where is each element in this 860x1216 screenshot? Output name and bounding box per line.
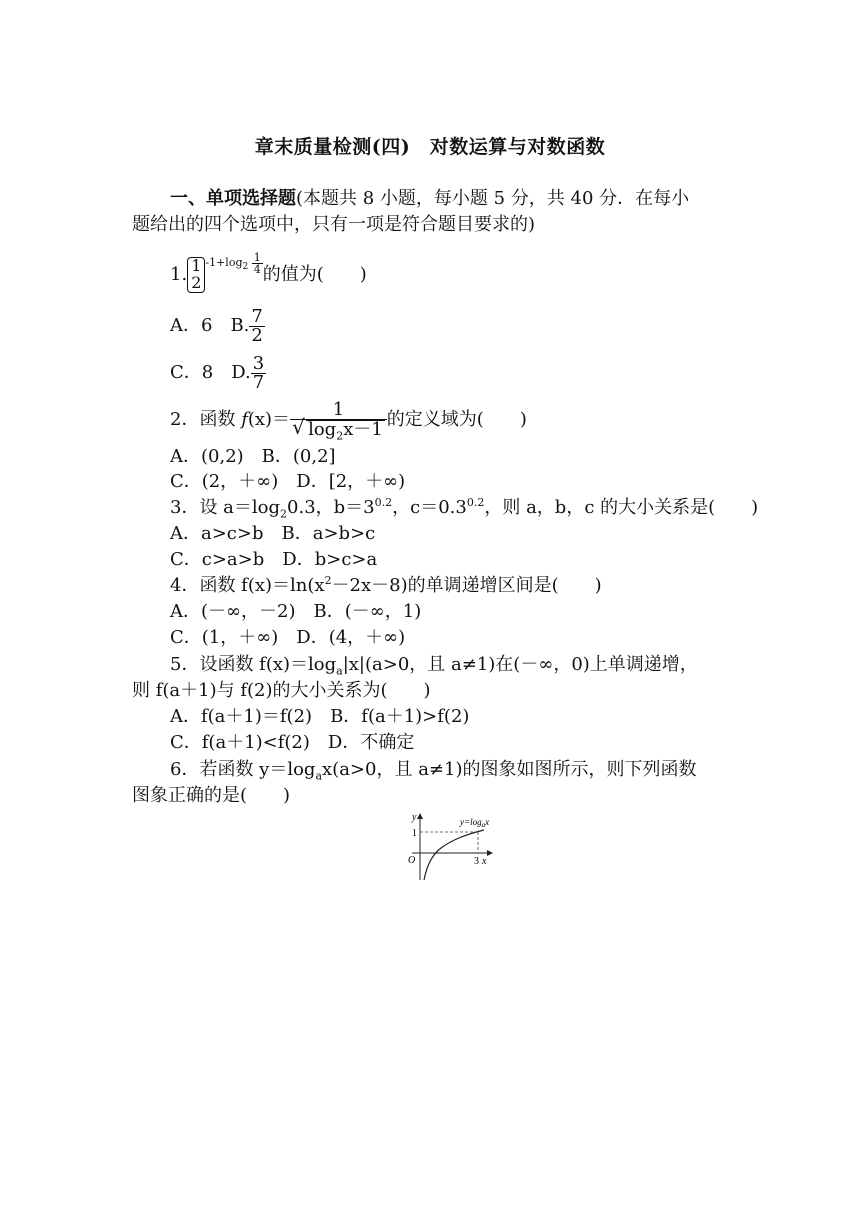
q3-text-c: ，c＝0.3 xyxy=(392,497,467,518)
q1-option-c: C．8 xyxy=(170,362,214,383)
q1-tail: 的值为( ) xyxy=(262,264,367,285)
graph-curve-label xyxy=(459,817,489,829)
section-desc-2: 题给出的四个选项中，只有一项是符合题目要求的) xyxy=(132,214,536,235)
q6-text-b: x(a>0，且 a≠1)的图象如图所示，则下列函数 xyxy=(322,759,697,780)
q5-line2: 则 f(a＋1)与 f(2)的大小关系为( ) xyxy=(132,680,431,701)
q6-log-graph xyxy=(396,810,506,882)
q1-option-d-den: 7 xyxy=(252,371,265,393)
graph-curve-label-main: y=log xyxy=(460,817,482,827)
q4-option-c: C．(1，＋∞) xyxy=(170,627,279,648)
q3-option-d: D．b>c>a xyxy=(282,549,378,570)
question-5 xyxy=(170,654,698,676)
section-intro-line1 xyxy=(170,188,689,210)
q4-sup: 2 xyxy=(324,574,332,587)
section-heading: 一、单项选择题 xyxy=(170,188,296,209)
q1-option-b: B. xyxy=(230,315,250,336)
q2-sqrt xyxy=(306,419,385,443)
question-3 xyxy=(170,497,758,519)
q4-option-d: D．(4，＋∞) xyxy=(296,627,406,648)
q1-option-d-num: 3 xyxy=(252,352,265,374)
q1-option-d-frac xyxy=(251,352,266,393)
q2-option-c: C．(2，＋∞) xyxy=(170,471,279,492)
q5-text-b: |x|(a>0，且 a≠1)在(－∞，0)上单调递增， xyxy=(342,654,698,675)
q2-option-a: A．(0,2) xyxy=(170,446,244,467)
q2-options-ab xyxy=(170,446,336,468)
q1-exp-prefix: -1+log xyxy=(205,256,243,269)
q2-tail: 的定义域为( ) xyxy=(386,409,527,430)
q2-prefix: 2．函数 xyxy=(170,409,242,430)
question-4 xyxy=(170,575,602,597)
q5-sub: a xyxy=(336,664,343,678)
section-desc-1: (本题共 8 小题，每小题 5 分，共 40 分．在每小 xyxy=(296,188,690,209)
q5-option-c: C．f(a＋1)<f(2) xyxy=(170,732,310,753)
q3-sub: 2 xyxy=(280,507,288,521)
q4-option-b: B．(－∞，1) xyxy=(313,601,422,622)
q4-text-a: 4．函数 f(x)＝ln(x xyxy=(170,575,325,596)
q1-exponent xyxy=(205,250,262,276)
q1-exp-frac xyxy=(252,252,263,275)
q6-line2: 图象正确的是( ) xyxy=(132,785,291,806)
q1-exp-sub: 2 xyxy=(242,262,249,273)
q5-options-ab xyxy=(170,706,469,728)
q2-den xyxy=(290,419,387,443)
q4-options-cd xyxy=(170,627,405,649)
q1-number: 1. xyxy=(170,264,188,285)
q1-options-cd xyxy=(170,352,266,394)
q5-text-a: 5．设函数 f(x)＝log xyxy=(170,654,337,675)
q3-sup2: 0.2 xyxy=(466,496,485,509)
q2-option-b: B．(0,2] xyxy=(261,446,336,467)
graph-tick-y: 1 xyxy=(412,828,417,839)
question-2 xyxy=(170,398,527,442)
q1-options-ab xyxy=(170,305,265,347)
q4-options-ab xyxy=(170,601,421,623)
q2-num: 1 xyxy=(290,401,387,420)
q2-den-log: log xyxy=(308,419,337,440)
q3-option-c: C．c>a>b xyxy=(170,549,265,570)
q1-option-b-den: 2 xyxy=(251,324,263,346)
q1-option-d: D. xyxy=(231,362,251,383)
q3-options-ab xyxy=(170,523,375,545)
q5-options-cd xyxy=(170,732,414,754)
q6-sub: a xyxy=(315,769,323,783)
graph-origin-label: O xyxy=(408,855,416,866)
page-title: 章末质量检测(四) 对数运算与对数函数 xyxy=(254,136,606,158)
q3-option-a: A．a>c>b xyxy=(170,523,264,544)
q3-text-a: 3．设 a＝log xyxy=(170,497,281,518)
graph-curve-label-sub: a xyxy=(481,821,486,829)
q2-fraction xyxy=(290,399,387,443)
graph-y-label: y xyxy=(412,812,417,823)
q5-option-b: B．f(a＋1)>f(2) xyxy=(330,706,470,727)
q3-text-d: ，则 a，b，c 的大小关系是( ) xyxy=(484,497,759,518)
q3-text-b: 0.3，b＝3 xyxy=(287,497,375,518)
q2-options-cd xyxy=(170,471,405,493)
graph-x-label: x xyxy=(482,856,487,867)
q2-den-rest: x－1 xyxy=(343,419,383,440)
q1-base-fraction xyxy=(187,257,205,293)
q1-base-top: 1 xyxy=(191,256,202,276)
q2-den-sub: 2 xyxy=(336,429,344,443)
q2-f: f xyxy=(241,409,248,430)
q3-options-cd xyxy=(170,549,377,571)
q1-exp-den: 4 xyxy=(253,262,261,276)
q4-option-a: A．(－∞，－2) xyxy=(170,601,296,622)
q2-option-d: D．[2，＋∞) xyxy=(296,471,406,492)
graph-log-curve xyxy=(424,830,484,880)
q1-base-bottom: 2 xyxy=(191,273,202,292)
question-6 xyxy=(170,759,696,781)
q5-option-a: A．f(a＋1)＝f(2) xyxy=(170,706,313,727)
q3-sup1: 0.2 xyxy=(374,496,393,509)
q3-option-b: B．a>b>c xyxy=(281,523,376,544)
q6-text-a: 6．若函数 y＝log xyxy=(170,759,316,780)
graph-tick-x: 3 xyxy=(474,856,479,867)
question-1 xyxy=(170,248,367,293)
q1-option-b-frac xyxy=(249,305,264,346)
q1-exp-num: 1 xyxy=(253,250,261,264)
q2-mid: (x)＝ xyxy=(247,409,291,430)
q5-option-d: D．不确定 xyxy=(327,732,415,753)
q1-option-b-num: 7 xyxy=(251,305,263,327)
q4-text-b: －2x－8)的单调递增区间是( ) xyxy=(331,575,602,596)
q1-option-a: A．6 xyxy=(170,315,213,336)
graph-curve-label-x: x xyxy=(485,817,490,827)
